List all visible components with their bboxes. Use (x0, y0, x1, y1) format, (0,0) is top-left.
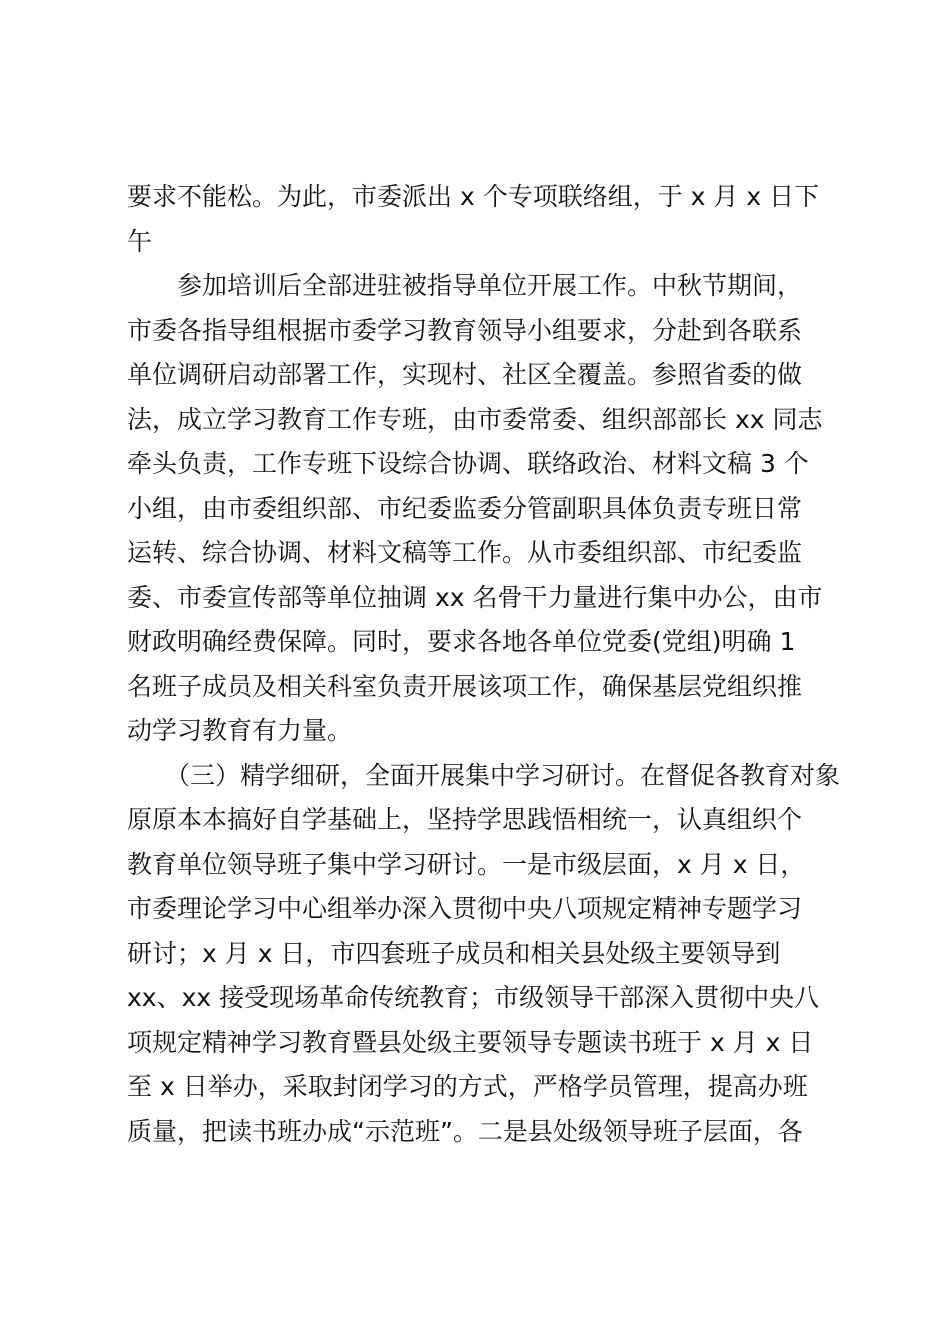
text-line: 至 x 日举办，采取封闭学习的方式，严格学员管理，提高办班 (127, 1072, 808, 1101)
text-line: 市委理论学习中心组举办深入贯彻中央八项规定精神专题学习 (127, 894, 803, 923)
text-line: 项规定精神学习教育暨县处级主要领导专题读书班于 x 月 x 日 (127, 1027, 814, 1057)
text-line: 牵头负责，工作专班下设综合协调、联络政治、材料文稿 3 个 (127, 449, 809, 478)
text-line: （三）精学细研，全面开展集中学习研讨。在督促各教育对象 (165, 760, 841, 790)
document-body (127, 175, 841, 1154)
text-line: 委、市委宣传部等单位抽调 xx 名骨干力量进行集中办公，由市 (127, 582, 823, 612)
text-line: 法，成立学习教育工作专班，由市委常委、组织部部长 xx 同志 (127, 404, 823, 434)
paragraph-1 (127, 175, 832, 264)
text-line: 研讨；x 月 x 日，市四套班子成员和相关县处级主要领导到 (127, 938, 781, 968)
text-line: 小组，由市委组织部、市纪委监委分管副职具体负责专班日常 (127, 493, 803, 523)
text-line: 动学习教育有力量。 (127, 716, 353, 745)
text-line: 财政明确经费保障。同时，要求各地各单位党委(党组)明确 1 (127, 627, 796, 656)
paragraph-2 (127, 264, 832, 754)
text-line: 午 (127, 226, 153, 256)
text-line: 参加培训后全部进驻被指导单位开展工作。中秋节期间， (177, 271, 803, 300)
paragraph-3 (127, 754, 841, 1155)
text-line: 单位调研启动部署工作，实现村、社区全覆盖。参照省委的做 (127, 360, 803, 389)
text-line: 运转、综合协调、材料文稿等工作。从市委组织部、市纪委监 (127, 538, 803, 567)
text-line: 质量，把读书班办成“示范班”。二是县处级领导班子层面，各 (127, 1116, 803, 1146)
text-line: 名班子成员及相关科室负责开展该项工作，确保基层党组织推 (127, 671, 803, 701)
text-line: 教育单位领导班子集中学习研讨。一是市级层面，x 月 x 日， (127, 849, 806, 879)
text-line: 要求不能松。为此，市委派出 x 个专项联络组，于 x 月 x 日下 (127, 182, 820, 211)
text-line: 原原本本搞好自学基础上，坚持学思践悟相统一，认真组织个 (127, 805, 803, 834)
text-line: xx、xx 接受现场革命传统教育；市级领导干部深入贯彻中央八 (127, 983, 820, 1012)
text-line: 市委各指导组根据市委学习教育领导小组要求，分赴到各联系 (127, 315, 803, 345)
